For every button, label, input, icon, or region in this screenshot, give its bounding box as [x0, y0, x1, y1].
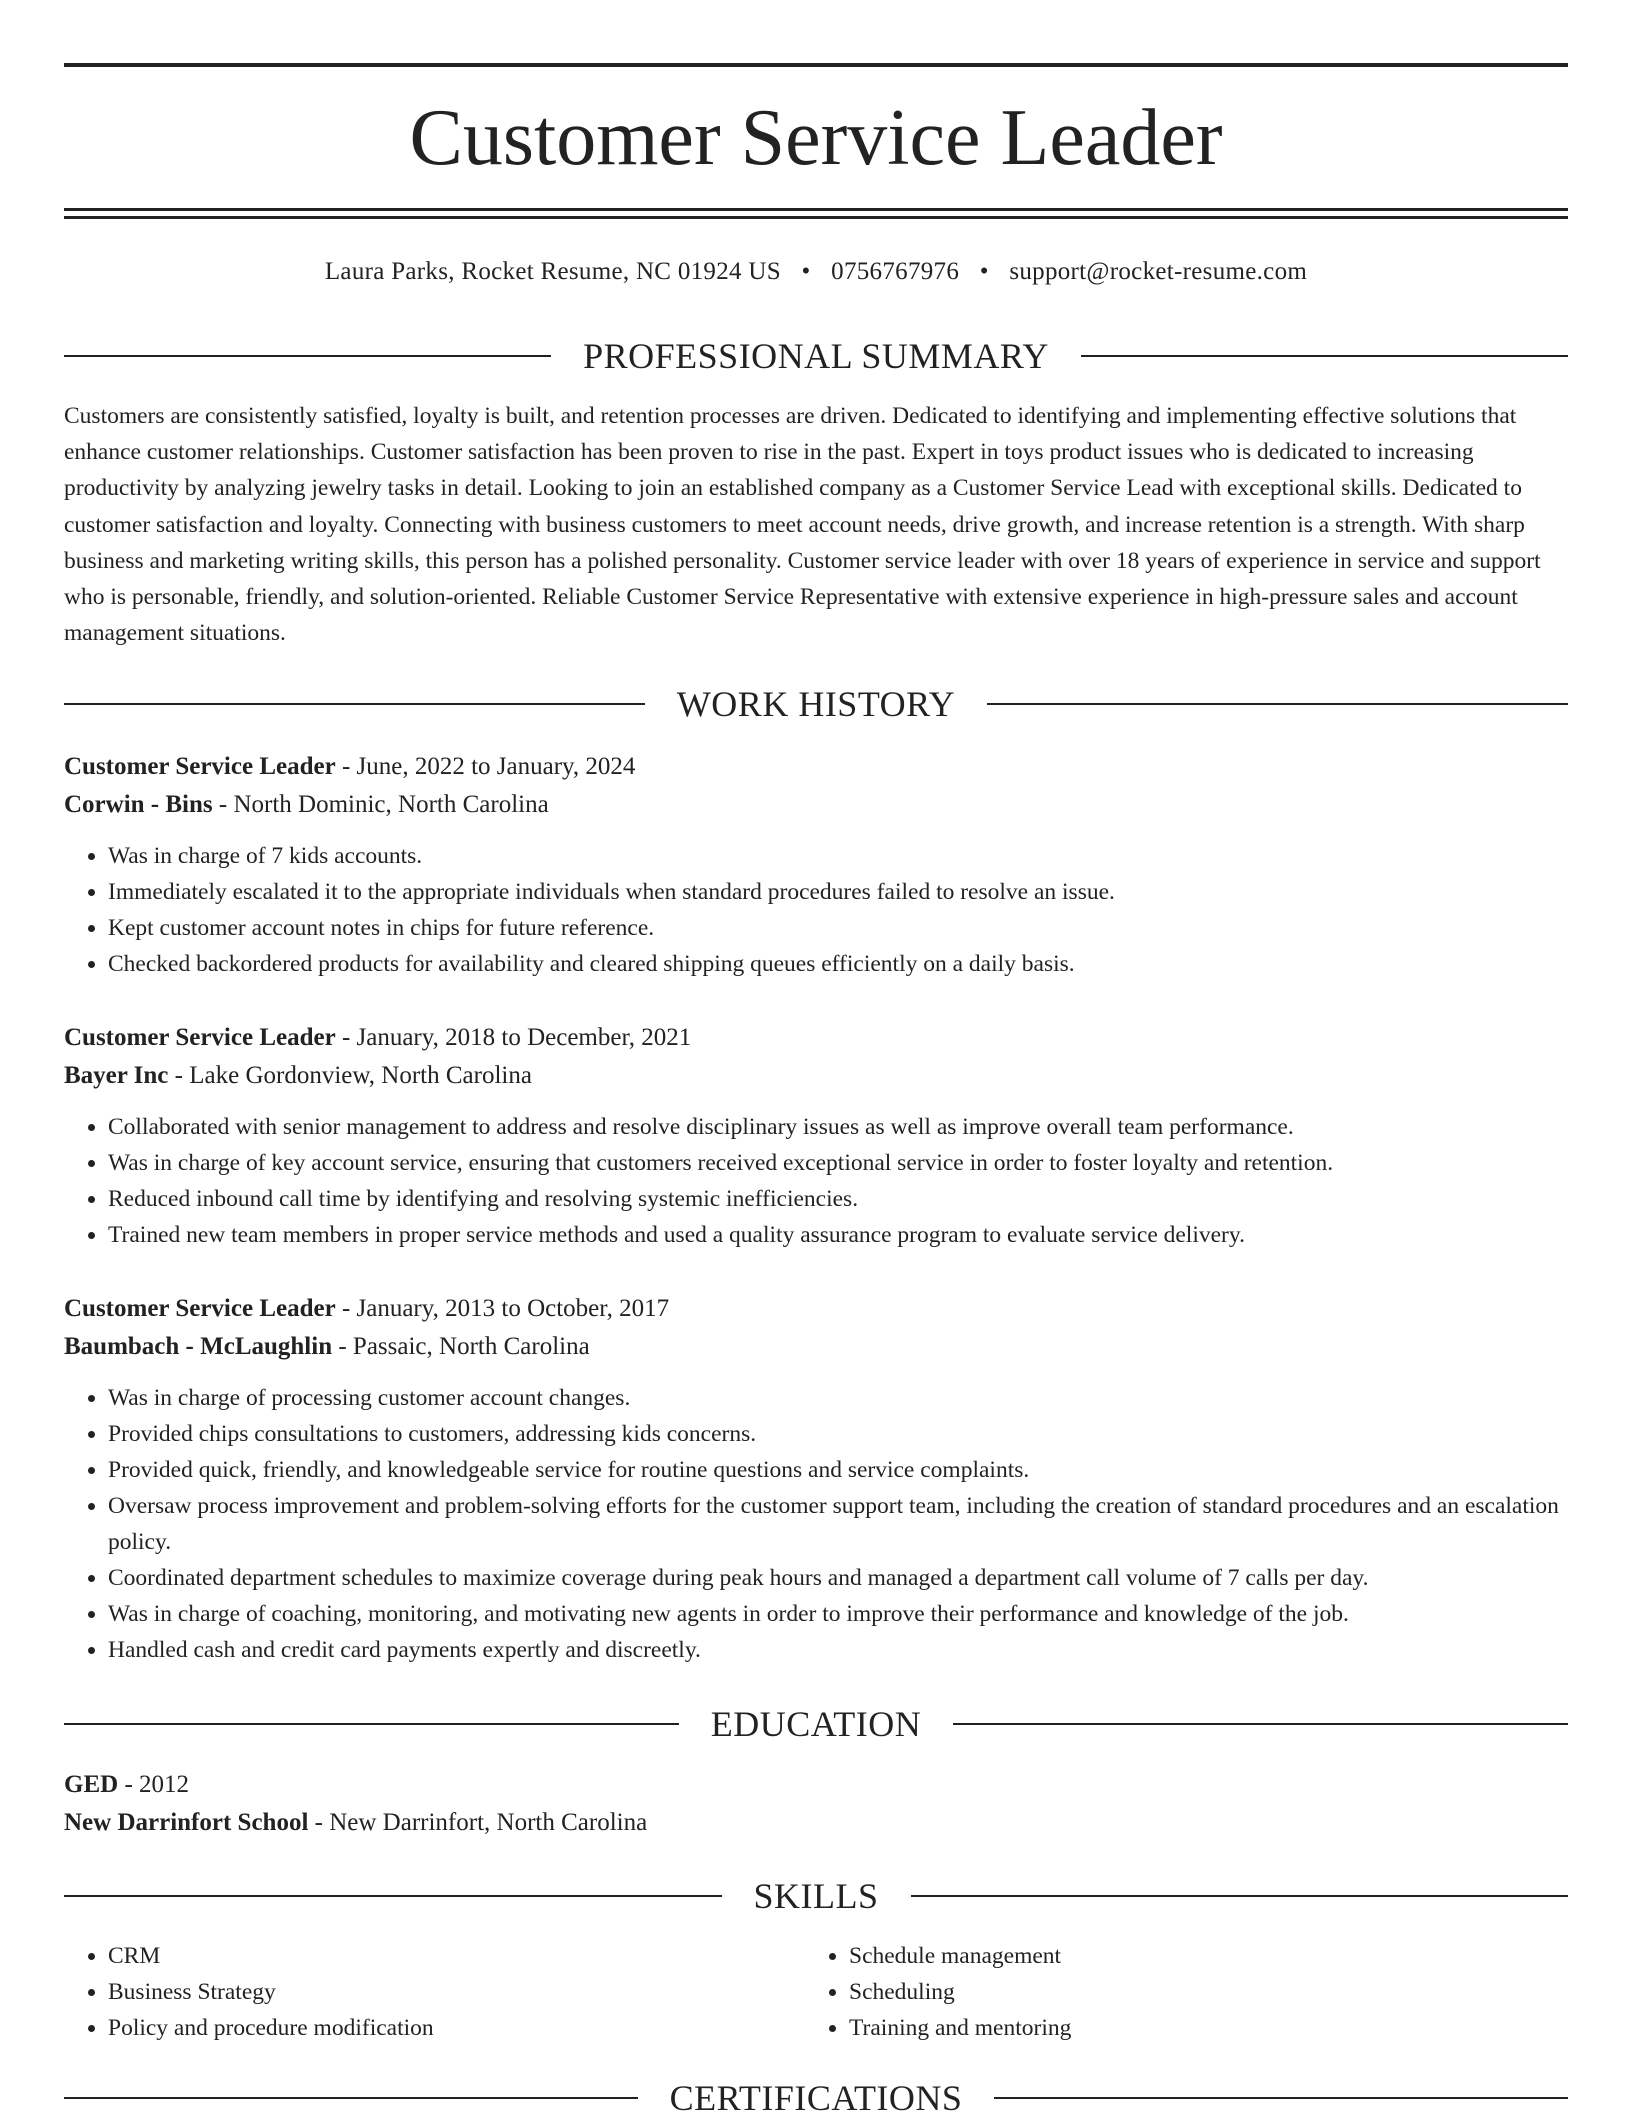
- skills-column: [64, 1938, 805, 2046]
- title-rule-lower: [64, 216, 1568, 219]
- job-location: - Lake Gordonview, North Carolina: [168, 1062, 532, 1089]
- list-item: • Training and mentoring: [849, 2010, 1549, 2046]
- job-title: Customer Service Leader: [64, 753, 336, 780]
- list-item: • Collaborated with senior management to address and resolve disciplinary issues as well as improve overall team performance.: [108, 1109, 1568, 1145]
- skills-column: [805, 1938, 1549, 2046]
- section-title-work: WORK HISTORY: [676, 684, 956, 724]
- contact-separator: •: [801, 258, 811, 285]
- job-location: - Passaic, North Carolina: [332, 1333, 590, 1360]
- job-location: - North Dominic, North Carolina: [212, 791, 549, 818]
- contact-separator: •: [979, 258, 989, 285]
- section-heading-summary: [64, 334, 1568, 378]
- education-degree: GED: [64, 1771, 119, 1798]
- skills-list: [64, 1938, 1568, 2046]
- job-bullets: [64, 1380, 1568, 1668]
- list-item: • Coordinated department schedules to maximize coverage during peak hours and managed a department call volume of 7 calls per day.: [108, 1560, 1568, 1596]
- title-rule-upper: [64, 208, 1568, 211]
- summary-text: Customers are consistently satisfied, loyalty is built, and retention processes are driven. Dedicated to identifying and implementing effective solutions that enhance customer relationships. Customer satisfaction has been proven to rise in the past. Expert in toys product issues who is dedicated to increasing productivity by analyzing jewelry tasks in detail. Looking to join an established company as a Customer Service Lead with exceptional skills. Dedicated to customer satisfaction and loyalty. Connecting with business customers to meet account needs, drive growth, and increase retention is a strength. With sharp business and marketing writing skills, this person has a polished personality. Customer service leader with over 18 years of experience in service and support who is personable, friendly, and solution-oriented. Reliable Customer Service Representative with extensive experience in high-pressure sales and account management situations.: [64, 403, 1541, 647]
- list-item: • Kept customer account notes in chips for future reference.: [108, 910, 1568, 946]
- section-heading-work: [64, 682, 1568, 726]
- list-item: • Was in charge of coaching, monitoring, and motivating new agents in order to improve their performance and knowledge of the job.: [108, 1596, 1568, 1632]
- contact-email: support@rocket-resume.com: [1009, 258, 1308, 285]
- heading-rule: [64, 355, 551, 357]
- section-heading-certifications: [64, 2076, 1568, 2120]
- heading-rule: [987, 703, 1568, 705]
- list-item: • CRM: [108, 1938, 805, 1974]
- heading-rule: [1081, 355, 1568, 357]
- job-company-line: [64, 1057, 1568, 1095]
- job-company: Baumbach - McLaughlin: [64, 1333, 333, 1360]
- section-title-education: EDUCATION: [710, 1704, 922, 1744]
- heading-rule: [64, 2097, 638, 2099]
- list-item: • Was in charge of 7 kids accounts.: [108, 838, 1568, 874]
- education-location: - New Darrinfort, North Carolina: [308, 1809, 648, 1836]
- top-rule: [64, 63, 1568, 67]
- job-title-line: [64, 1290, 1568, 1328]
- education-school: New Darrinfort School: [64, 1809, 309, 1836]
- heading-rule: [953, 1723, 1568, 1725]
- list-item: • Scheduling: [849, 1974, 1549, 2010]
- heading-rule: [994, 2097, 1568, 2099]
- contact-line: [64, 255, 1568, 289]
- list-item: • Reduced inbound call time by identifying and resolving systemic inefficiencies.: [108, 1181, 1568, 1217]
- education-degree-line: [64, 1766, 1568, 1804]
- job-company-line: [64, 786, 1568, 824]
- section-heading-skills: [64, 1874, 1568, 1918]
- section-title-certifications: CERTIFICATIONS: [669, 2078, 963, 2118]
- job-dates: - January, 2018 to December, 2021: [335, 1024, 692, 1051]
- section-heading-education: [64, 1702, 1568, 1746]
- job-dates: - June, 2022 to January, 2024: [335, 753, 636, 780]
- job-entry: [64, 1019, 1568, 1253]
- job-company: Bayer Inc: [64, 1062, 169, 1089]
- education-school-line: [64, 1804, 1568, 1842]
- list-item: • Immediately escalated it to the appropriate individuals when standard procedures failed to resolve an issue.: [108, 874, 1568, 910]
- section-title-skills: SKILLS: [753, 1876, 879, 1916]
- job-bullets: [64, 838, 1568, 982]
- section-title-summary: PROFESSIONAL SUMMARY: [583, 336, 1049, 376]
- contact-phone: 0756767976: [831, 258, 960, 285]
- list-item: • Schedule management: [849, 1938, 1549, 1974]
- list-item: • Was in charge of key account service, ensuring that customers received exceptional service in order to foster loyalty and retention.: [108, 1145, 1568, 1181]
- job-title-line: [64, 1019, 1568, 1057]
- job-dates: - January, 2013 to October, 2017: [335, 1295, 670, 1322]
- heading-rule: [911, 1895, 1569, 1897]
- list-item: • Policy and procedure modification: [108, 2010, 805, 2046]
- job-title: Customer Service Leader: [64, 1024, 336, 1051]
- job-title-line: [64, 748, 1568, 786]
- heading-rule: [64, 1895, 722, 1897]
- list-item: • Provided quick, friendly, and knowledgeable service for routine questions and service complaints.: [108, 1452, 1568, 1488]
- job-company-line: [64, 1328, 1568, 1366]
- education-year: - 2012: [118, 1771, 190, 1798]
- list-item: • Checked backordered products for availability and cleared shipping queues efficiently on a daily basis.: [108, 946, 1568, 982]
- job-entry: [64, 748, 1568, 982]
- list-item: • Trained new team members in proper service methods and used a quality assurance program to evaluate service delivery.: [108, 1217, 1568, 1253]
- heading-rule: [64, 1723, 679, 1725]
- heading-rule: [64, 703, 645, 705]
- contact-address: Laura Parks, Rocket Resume, NC 01924 US: [324, 258, 781, 285]
- job-company: Corwin - Bins: [64, 791, 213, 818]
- resume-title: Customer Service Leader: [409, 94, 1223, 182]
- list-item: • Oversaw process improvement and problem-solving efforts for the customer support team, including the creation of standard procedures and an escalation policy.: [108, 1488, 1568, 1560]
- list-item: • Was in charge of processing customer account changes.: [108, 1380, 1568, 1416]
- education-entry: [64, 1766, 1568, 1842]
- list-item: • Provided chips consultations to customers, addressing kids concerns.: [108, 1416, 1568, 1452]
- job-entry: [64, 1290, 1568, 1668]
- list-item: • Business Strategy: [108, 1974, 805, 2010]
- job-title: Customer Service Leader: [64, 1295, 336, 1322]
- job-bullets: [64, 1109, 1568, 1253]
- list-item: • Handled cash and credit card payments expertly and discreetly.: [108, 1632, 1568, 1668]
